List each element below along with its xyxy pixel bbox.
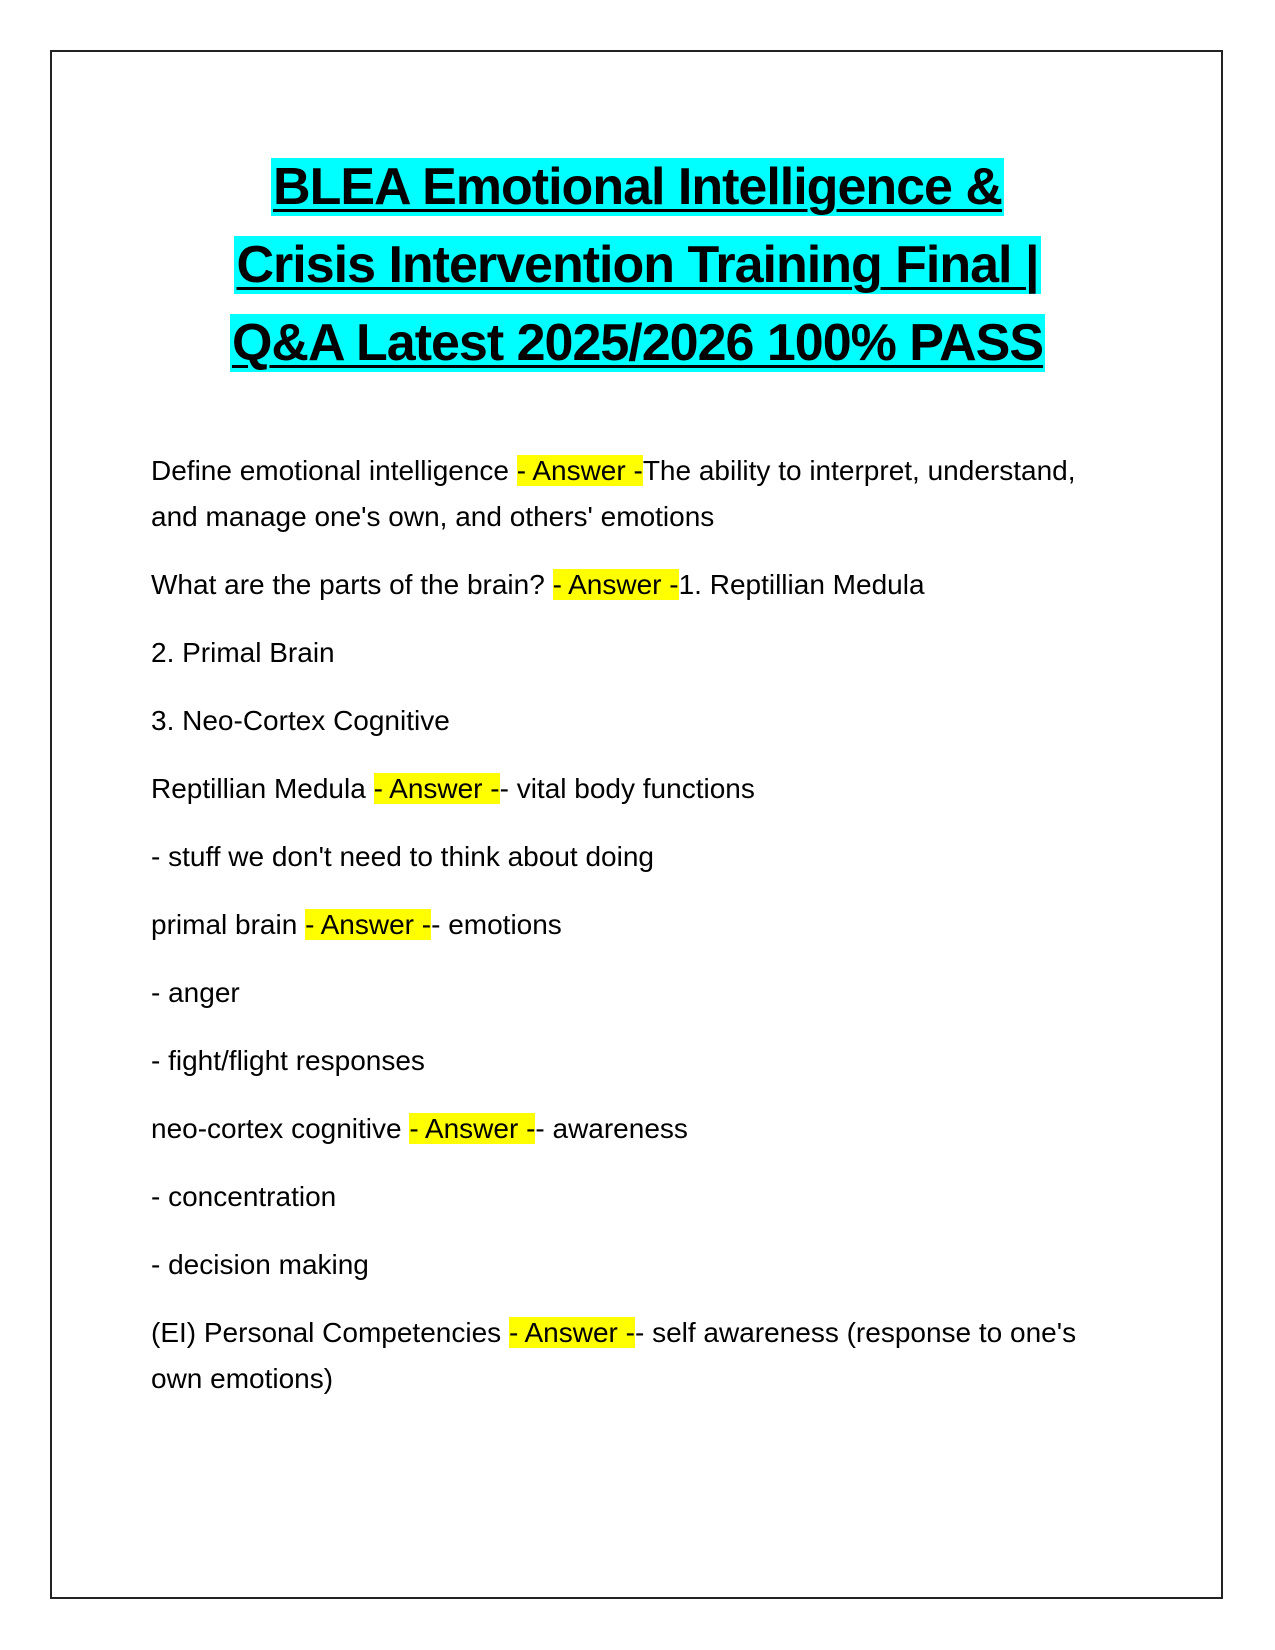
qa-paragraph bbox=[151, 1310, 1111, 1402]
document-title bbox=[0, 148, 1275, 382]
qa-paragraph bbox=[151, 1174, 1111, 1220]
title-line: Q&A Latest 2025/2026 100% PASS bbox=[231, 314, 1044, 372]
question-text: primal brain bbox=[151, 909, 306, 940]
answer-marker: - Answer - bbox=[552, 569, 679, 600]
question-text: What are the parts of the brain? bbox=[151, 569, 553, 600]
answer-text: - vital body functions bbox=[499, 773, 755, 804]
answer-marker: - Answer - bbox=[508, 1317, 635, 1348]
qa-content bbox=[151, 448, 1111, 1424]
list-item-text: 2. Primal Brain bbox=[151, 637, 335, 668]
list-item-text: - anger bbox=[151, 977, 240, 1008]
question-text: Define emotional intelligence bbox=[151, 455, 517, 486]
qa-paragraph bbox=[151, 562, 1111, 608]
qa-paragraph bbox=[151, 902, 1111, 948]
answer-marker: - Answer - bbox=[409, 1113, 536, 1144]
qa-paragraph bbox=[151, 630, 1111, 676]
qa-paragraph bbox=[151, 698, 1111, 744]
question-text: (EI) Personal Competencies bbox=[151, 1317, 509, 1348]
answer-marker: - Answer - bbox=[373, 773, 500, 804]
answer-text: The ability to interpret, understand, and manage one's own, and others' emotions bbox=[151, 455, 1084, 532]
qa-paragraph bbox=[151, 834, 1111, 880]
qa-paragraph bbox=[151, 970, 1111, 1016]
title-line: BLEA Emotional Intelligence & bbox=[273, 158, 1002, 216]
qa-paragraph bbox=[151, 1106, 1111, 1152]
answer-text: 1. Reptillian Medula bbox=[678, 569, 925, 600]
list-item-text: - concentration bbox=[151, 1181, 337, 1212]
answer-text: - emotions bbox=[431, 909, 562, 940]
list-item-text: - decision making bbox=[151, 1249, 369, 1280]
answer-text: - awareness bbox=[535, 1113, 688, 1144]
answer-text: - self awareness (response to one's own emotions) bbox=[151, 1317, 1084, 1394]
question-text: Reptillian Medula bbox=[151, 773, 374, 804]
list-item-text: 3. Neo-Cortex Cognitive bbox=[151, 705, 450, 736]
answer-marker: - Answer - bbox=[516, 455, 643, 486]
qa-paragraph bbox=[151, 766, 1111, 812]
list-item-text: - fight/flight responses bbox=[151, 1045, 425, 1076]
qa-paragraph bbox=[151, 1038, 1111, 1084]
question-text: neo-cortex cognitive bbox=[151, 1113, 410, 1144]
title-line: Crisis Intervention Training Final | bbox=[236, 236, 1039, 294]
qa-paragraph bbox=[151, 448, 1111, 540]
qa-paragraph bbox=[151, 1242, 1111, 1288]
list-item-text: - stuff we don't need to think about doing bbox=[151, 841, 654, 872]
answer-marker: - Answer - bbox=[305, 909, 432, 940]
